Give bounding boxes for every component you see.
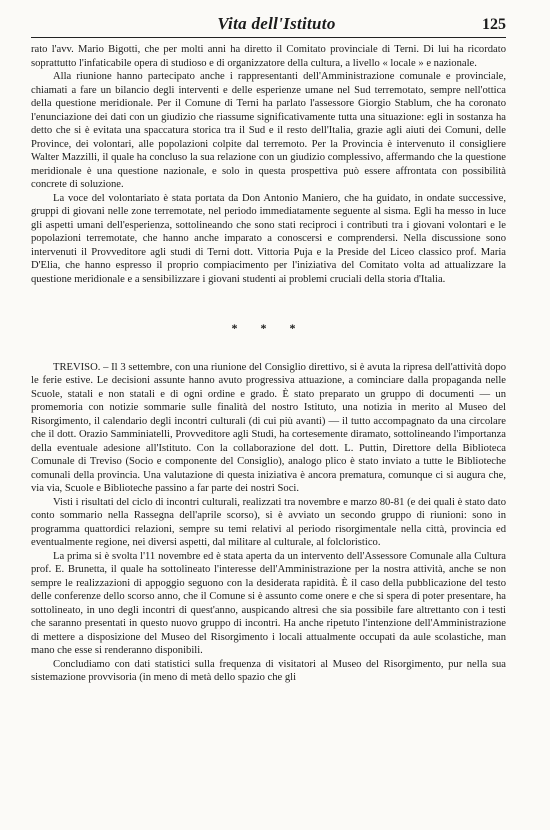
article-body	[31, 43, 506, 685]
paragraph: Visti i risultati del ciclo di incontri culturali, realizzati tra novembre e marzo 80-81 (e dei quali è stato dato conto sommario nella Rassegna dell'aprile scorso), si è avviato un secondo gruppo di riunioni: sono in programma quattordici relazioni, sempre su temi relativi al periodo risorgimentale nella città, provincia ed eventualmente regione, nei diversi aspetti, dal militare al culturale, al folcloristico.	[31, 496, 506, 548]
paragraph: La voce del volontariato è stata portata da Don Antonio Maniero, che ha guidato, in ondate successive, gruppi di giovani nelle zone terremotate, nel periodo immediatamente seguente al sisma. Egli ha messo in luce gli aspetti umani dell'esperienza, sottolineando che sono stati reciproci i contributi tra i giovani volontari e le popolazioni terremotate, che hanno anche imparato a conoscersi e comprendersi. Nella discussione sono intervenuti il Provveditore agli studi di Terni dott. Vittoria Puja e la Preside del Liceo classico prof. Maria D'Elia, che hanno espresso il proprio compiacimento per l'iniziativa del Comitato volta ad attualizzare la questione meridionale e a sensibilizzare i giovani studenti ai problemi cruciali della storia d'Italia.	[31, 192, 506, 285]
page-number: 125	[482, 16, 506, 33]
running-header	[31, 14, 506, 34]
header-rule	[31, 37, 506, 38]
paragraph: La prima si è svolta l'11 novembre ed è stata aperta da un intervento dell'Assessore Comunale alla Cultura prof. E. Brunetta, il quale ha sottolineato l'interesse dell'Amministrazione per la nostra attività, anche se non sempre le realizzazioni di appoggio seguono con la desiderata rapidità. È il caso della pubblicazione del testo delle conferenze dello scorso anno, che il Comune si è assunto come onere e che si spera di poter presentare, ha sottolineato, in uno degli incontri di quest'anno, auspicando altresì che sia possibile fare altrettanto con i testi che saranno presentati in questo nuovo gruppo di incontri. Ha anche ripetuto l'intenzione dell'Amministrazione di mettere a disposizione del Museo del Risorgimento i locali attualmente occupati da aule scolastiche, man mano che esse si renderanno disponibili.	[31, 550, 506, 656]
running-title: Vita dell'Istituto	[217, 14, 336, 33]
paragraph: TREVISO. – Il 3 settembre, con una riunione del Consiglio direttivo, si è avuta la ripresa dell'attività dopo le ferie estive. Le decisioni assunte hanno avuto progressiva attuazione, a cominciare dalla propaganda nelle Scuole, statali e non statali e di ogni ordine e grado. È stato preparato un gruppo di documenti — un promemoria con notizie sommarie sulle finalità del nostro Istituto, una notizia in merito al Museo del Risorgimento, il calendario degli incontri culturali (di cui più avanti) — il tutto accompagnato da una circolare che il dott. Orazio Samminiatelli, Provveditore agli Studi, ha cortesemente diramato, sottolineando l'importanza della eventuale adesione all'Istituto. Con la collaborazione del dott. L. Puttin, Direttore della Biblioteca Comunale di Treviso (Socio e componente del Consiglio), analogo plico è stato inviato a tutte le Biblioteche comunali della provincia. Una valutazione di questa iniziativa è ancora prematura, comunque ci si augura che, via via, Scuole e Biblioteche passino a far parte dei nostri Soci.	[31, 361, 506, 494]
paragraph-continuation: rato l'avv. Mario Bigotti, che per molti anni ha diretto il Comitato provinciale di Terni. Di lui ha ricordato soprattutto l'infaticabile opera di studioso e di organizzatore della cultura, a livello « locale » e nazionale.	[31, 44, 506, 69]
paragraph: Concludiamo con dati statistici sulla frequenza di visitatori al Museo del Risorgimento, pur nella sua sistemazione provvisoria (in meno di metà dello spazio che gli	[31, 658, 506, 683]
section-treviso	[31, 361, 506, 685]
section-separator: * * *	[231, 321, 306, 335]
paragraph: Alla riunione hanno partecipato anche i rappresentanti dell'Amministrazione comunale e provinciale, chiamati a fare un bilancio degli interventi e delle esperienze umane nel Sud terremotato, sempre nell'ottica della questione meridionale. Per il Comune di Terni ha parlato l'assessore Giorgio Stablum, che ha coronato l'enunciazione dei dati con un giudizio che riassume significativamente tutta una situazione: egli in sostanza ha detto che si è evitata una spaccatura storica tra il Sud e il resto dell'Italia, grazie agli aiuti dei Comuni, delle Province, dei volontari, alle popolazioni colpite dal terremoto. Per la Provincia è intervenuto il consigliere Walter Mazzilli, il quale ha concluso la sua relazione con un giudizio complessivo, affermando che la questione meridionale è una questione nazionale, e solo in questa prospettiva può essere affrontata con possibilità concrete di soluzione.	[31, 71, 506, 190]
